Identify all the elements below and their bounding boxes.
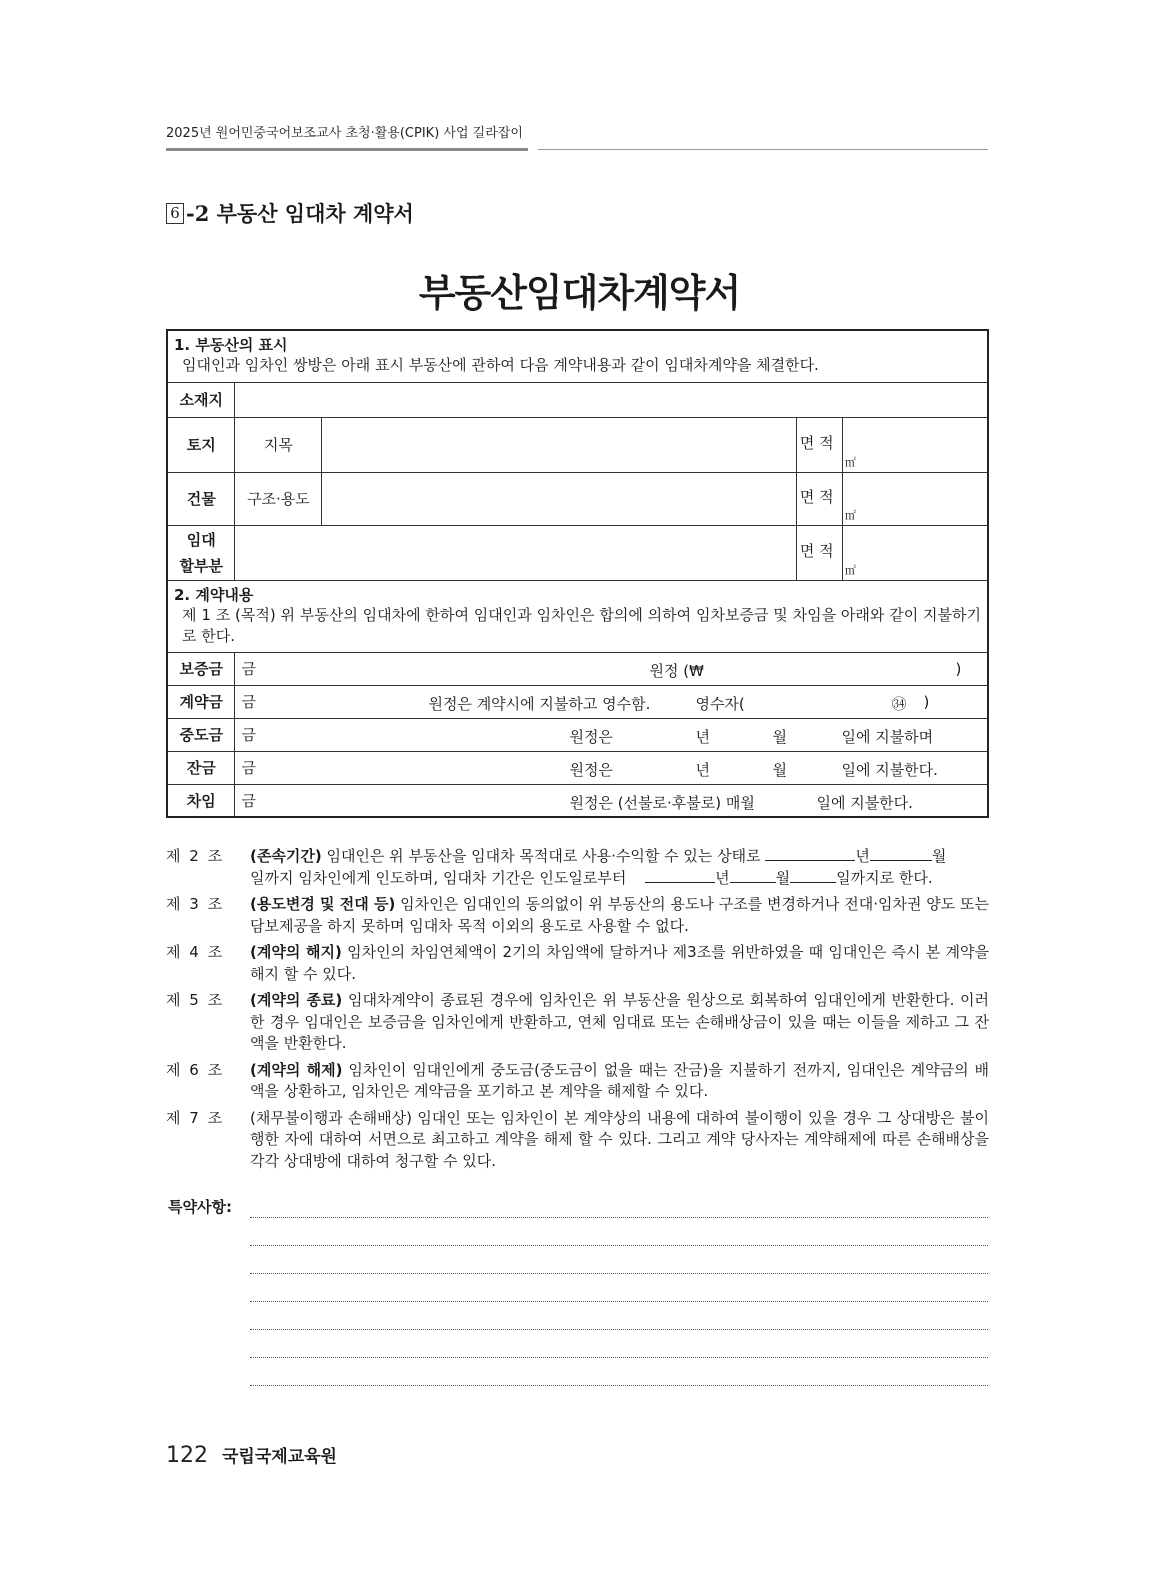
clause-7: [166, 1108, 989, 1173]
clause-title: (계약의 종료): [250, 991, 343, 1009]
building-area-label: 면 적: [796, 472, 842, 525]
page-footer: [166, 1442, 337, 1468]
deposit-label: 보증금: [167, 652, 235, 685]
clause-4: [166, 942, 989, 985]
period-year-blank[interactable]: [645, 868, 715, 883]
leased-portion-label: [167, 525, 235, 580]
leased-area-unit: ㎡: [844, 563, 856, 577]
property-intro: 임대인과 임차인 쌍방은 아래 표시 부동산에 관하여 다음 계약내용과 같이 임대차계약을 체결한다.: [182, 356, 819, 375]
land-label: 토지: [167, 417, 235, 472]
property-section-row: [167, 330, 988, 382]
balance-row: [167, 751, 988, 784]
clause-3: [166, 894, 989, 937]
period-month-blank[interactable]: [730, 868, 776, 883]
article-1-text: 제 1 조 (목적) 위 부동산의 임대차에 한하여 임대인과 임차인은 합의에 의하여 임차보증금 및 차임을 아래와 같이 지불하기로 한다.: [182, 605, 981, 645]
clause-2-year2: 년: [715, 868, 730, 887]
rent-field[interactable]: [235, 784, 988, 817]
clause-text: 임대차계약이 종료된 경우에 임차인은 위 부동산을 원상으로 회복하여 임대인에게 반환한다. 이러한 경우 임대인은 보증금을 임차인에게 반환하고, 연체 임대료 또는 손해배상금이 있을 때는 이들을 제하고 그 잔액을 반환한다.: [250, 991, 989, 1052]
start-year-blank[interactable]: [765, 846, 855, 861]
clause-body: [250, 846, 989, 889]
land-row: [167, 417, 988, 472]
clause-number: 제 7 조: [166, 1108, 225, 1127]
clause-title: (계약의 해지): [250, 943, 342, 961]
section-number-box: 6: [166, 203, 184, 224]
clause-number: 제 4 조: [166, 943, 225, 961]
location-label: 소재지: [167, 382, 235, 417]
special-terms-line[interactable]: [250, 1301, 988, 1302]
land-area-field[interactable]: [842, 417, 988, 472]
clause-text: 임차인은 임대인의 동의없이 위 부동산의 용도나 구조를 변경하거나 전대·임차권 양도 또는 담보제공을 하지 못하며 임대차 목적 이외의 용도로 사용할 수 없다.: [250, 895, 989, 935]
clause-2-month: 월: [931, 847, 947, 865]
rent-day-text: 일에 지불한다.: [816, 793, 913, 812]
building-label: 건물: [167, 472, 235, 525]
deposit-close-paren: ): [955, 659, 962, 678]
section-heading: [166, 198, 414, 228]
clause-2-year: 년: [855, 847, 870, 865]
contract-heading: 2. 계약내용: [174, 585, 254, 604]
special-terms-line[interactable]: [250, 1329, 988, 1330]
clause-number: 제 6 조: [166, 1060, 225, 1079]
down-payment-row: [167, 685, 988, 718]
clause-title: (계약의 해제): [250, 1060, 343, 1079]
leased-portion-label-1: 임대: [186, 530, 216, 549]
period-day-blank[interactable]: [790, 868, 836, 883]
balance-label: 잔금: [167, 751, 235, 784]
clause-body: [250, 894, 989, 937]
rent-label: 차임: [167, 784, 235, 817]
seal-close-paren: ): [923, 692, 930, 711]
deposit-field[interactable]: [235, 652, 988, 685]
leased-portion-row: [167, 525, 988, 580]
land-category-field[interactable]: [322, 417, 796, 472]
leased-area-field[interactable]: [842, 525, 988, 580]
leased-portion-label-2: 할부분: [179, 556, 223, 575]
property-heading: 1. 부동산의 표시: [174, 336, 288, 355]
deposit-gum: 금: [241, 660, 256, 678]
down-payment-text: 원정은 계약시에 지불하고 영수함.: [428, 694, 651, 713]
balance-gum: 금: [241, 759, 256, 777]
section-title: -2 부동산 임대차 계약서: [186, 201, 414, 226]
down-payment-label: 계약금: [167, 685, 235, 718]
balance-year: 년: [695, 760, 710, 779]
land-category-label: 지목: [235, 417, 322, 472]
middle-payment-label: 중도금: [167, 718, 235, 751]
special-terms-line[interactable]: [250, 1245, 988, 1246]
clause-2-pre: 임대인은 위 부동산을 임대차 목적대로 사용·수익할 수 있는 상태로: [326, 847, 761, 865]
special-terms-label: 특약사항:: [168, 1198, 232, 1216]
header-rule-light: [538, 149, 988, 150]
location-field[interactable]: [235, 382, 988, 417]
clause-title: (채무불이행과 손해배상): [250, 1108, 412, 1127]
clause-text: 임대인 또는 임차인이 본 계약상의 내용에 대하여 불이행이 있을 경우 그 상대방은 불이행한 자에 대하여 서면으로 최고하고 계약을 해제 할 수 있다. 그리고 계약 당사자는 계약해제에 따른 손해배상을 각각 상대방에 대하여 청구할 수 있다.: [250, 1108, 989, 1170]
down-payment-field[interactable]: [235, 685, 988, 718]
clause-title: (용도변경 및 전대 등): [250, 895, 396, 913]
building-structure-label: 구조·용도: [235, 472, 322, 525]
clause-number: 제 3 조: [166, 895, 225, 913]
contract-section-row: [167, 580, 988, 652]
clause-number: 제 2 조: [166, 847, 225, 865]
header-rule-dark: [166, 148, 528, 151]
land-area-unit: ㎡: [844, 455, 856, 469]
clause-body: [250, 942, 989, 985]
middle-gum: 금: [241, 726, 256, 744]
clause-2-line2: 일까지 임차인에게 인도하며, 임대차 기간은 인도일로부터: [250, 868, 627, 887]
running-header: 2025년 원어민중국어보조교사 초청·활용(CPIK) 사업 길라잡이: [166, 126, 523, 141]
down-gum: 금: [241, 693, 256, 711]
building-area-unit: ㎡: [844, 508, 856, 522]
building-row: [167, 472, 988, 525]
leased-portion-field[interactable]: [235, 525, 796, 580]
leased-area-label: 면 적: [796, 525, 842, 580]
deposit-row: [167, 652, 988, 685]
balance-day-text: 일에 지불한다.: [841, 760, 938, 779]
clause-body: [250, 1060, 989, 1103]
receiver-label: 영수자(: [695, 694, 745, 713]
clause-5: [166, 990, 989, 1055]
location-row: [167, 382, 988, 417]
clause-body: [250, 1108, 989, 1173]
start-month-blank[interactable]: [870, 846, 932, 861]
building-structure-field[interactable]: [322, 472, 796, 525]
rent-text: 원정은 (선불로·후불로) 매월: [569, 793, 755, 812]
clause-body: [250, 990, 989, 1055]
middle-payment-row: [167, 718, 988, 751]
middle-day-text: 일에 지불하며: [841, 727, 934, 746]
special-terms-line[interactable]: [250, 1357, 988, 1358]
building-area-field[interactable]: [842, 472, 988, 525]
clause-title: (존속기간): [250, 847, 322, 865]
middle-year: 년: [695, 727, 710, 746]
middle-payment-field[interactable]: [235, 718, 988, 751]
land-area-label: 면 적: [796, 417, 842, 472]
clause-text: 임차인이 임대인에게 중도금(중도금이 없을 때는 잔금)을 지불하기 전까지, 임대인은 계약금의 배액을 상환하고, 임차인은 계약금을 포기하고 본 계약을 해제할 수 있다.: [250, 1060, 989, 1100]
middle-month: 월: [772, 727, 787, 746]
balance-won-text: 원정은: [569, 760, 613, 779]
special-terms-line[interactable]: [250, 1385, 988, 1386]
special-terms-line[interactable]: [250, 1217, 988, 1218]
footer-organization: 국립국제교육원: [222, 1447, 337, 1467]
deposit-won-text: 원정 (₩: [649, 661, 704, 680]
seal-mark: ㉞: [891, 694, 907, 713]
clause-2-month2: 월: [775, 868, 791, 887]
clause-2: [166, 846, 989, 889]
clause-2-end: 일까지로 한다.: [836, 868, 933, 887]
clause-text: 임차인의 차임연체액이 2기의 차임액에 달하거나 제3조를 위반하였을 때 임대인은 즉시 본 계약을 해지 할 수 있다.: [250, 943, 989, 983]
rent-gum: 금: [241, 791, 256, 810]
page-number: 122: [166, 1443, 208, 1468]
balance-field[interactable]: [235, 751, 988, 784]
clauses-list: [166, 846, 989, 1177]
clause-number: 제 5 조: [166, 991, 225, 1009]
clause-6: [166, 1060, 989, 1103]
document-title: 부동산임대차계약서: [418, 271, 741, 315]
rent-row: [167, 784, 988, 817]
lease-form-table: [166, 329, 989, 818]
middle-won-text: 원정은: [569, 727, 613, 746]
balance-month: 월: [772, 760, 787, 779]
special-terms-line[interactable]: [250, 1273, 988, 1274]
